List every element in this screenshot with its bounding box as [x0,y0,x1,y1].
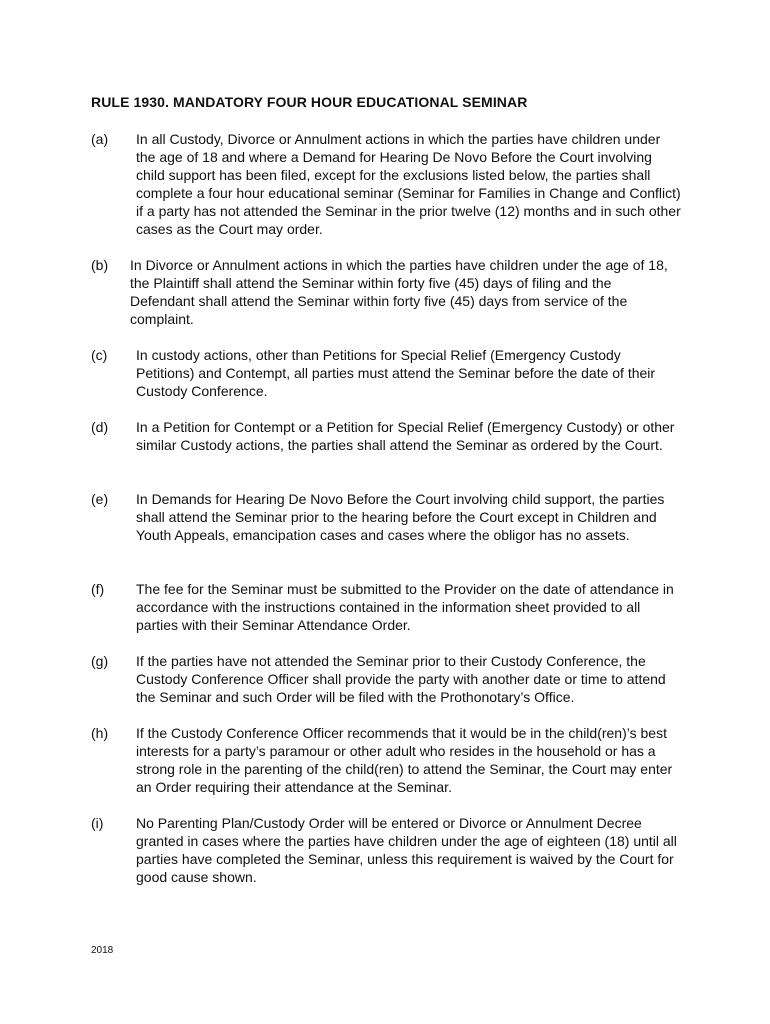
paragraph-text: The fee for the Seminar must be submitted to the Provider on the date of attendance in accordance with the instructions contained in the information sheet provided to all parties with their Seminar Attendance Order. [136,581,674,633]
paragraph-label: (d) [91,419,109,435]
paragraph-text: In Divorce or Annulment actions in which the parties have children under the age of 18, the Plaintiff shall attend the Seminar within forty five (45) days of filing and the Defendant shall attend the Seminar within forty five (45) days from service of the complaint. [130,257,668,327]
paragraph-label: (c) [91,347,108,363]
paragraph-text: If the Custody Conference Officer recommends that it would be in the child(ren)’s best interests for a party’s paramour or other adult who resides in the household or has a strong role in the parenting of the child(ren) to attend the Seminar, the Court may enter an Order requiring their attendance at the Seminar. [136,725,673,795]
paragraph-text: In a Petition for Contempt or a Petition for Special Relief (Emergency Custody) or other similar Custody actions, the parties shall attend the Seminar as ordered by the Court. [136,419,675,453]
paragraph-label: (a) [91,131,109,147]
footer-year: 2018 [91,945,114,956]
paragraph-text: In Demands for Hearing De Novo Before the Court involving child support, the parties shall attend the Seminar prior to the hearing before the Court except in Children and Youth Appeals, emancipation cases and cases where the obligor has no assets. [136,491,665,543]
paragraph-label: (h) [91,725,109,741]
paragraph-text: No Parenting Plan/Custody Order will be entered or Divorce or Annulment Decree granted in cases where the parties have children under the age of eighteen (18) until all parties have completed the Seminar, unless this requirement is waived by the Court for good cause shown. [136,815,677,885]
paragraph-text: In all Custody, Divorce or Annulment actions in which the parties have children under the age of 18 and where a Demand for Hearing De Novo Before the Court involving child support has been filed, except for the exclusions listed below, the parties shall complete a four hour educational seminar (Seminar for Families in Change and Conflict) if a party has not attended the Seminar in the prior twelve (12) months and in such other cases as the Court may order. [136,131,681,237]
paragraph-label: (e) [91,491,109,507]
rule-title: RULE 1930. MANDATORY FOUR HOUR EDUCATIONAL SEMINAR [91,94,528,110]
paragraph-text: In custody actions, other than Petitions for Special Relief (Emergency Custody Petitions) and Contempt, all parties must attend the Seminar before the date of their Custody Conference. [136,347,656,399]
paragraph-label: (f) [91,581,105,597]
paragraph-label: (i) [91,815,104,831]
paragraph-label: (g) [91,653,109,669]
paragraph-label: (b) [91,257,109,273]
paragraph-text: If the parties have not attended the Seminar prior to their Custody Conference, the Custody Conference Officer shall provide the party with another date or time to attend the Seminar and such Order will be filed with the Prothonotary’s Office. [136,653,666,705]
